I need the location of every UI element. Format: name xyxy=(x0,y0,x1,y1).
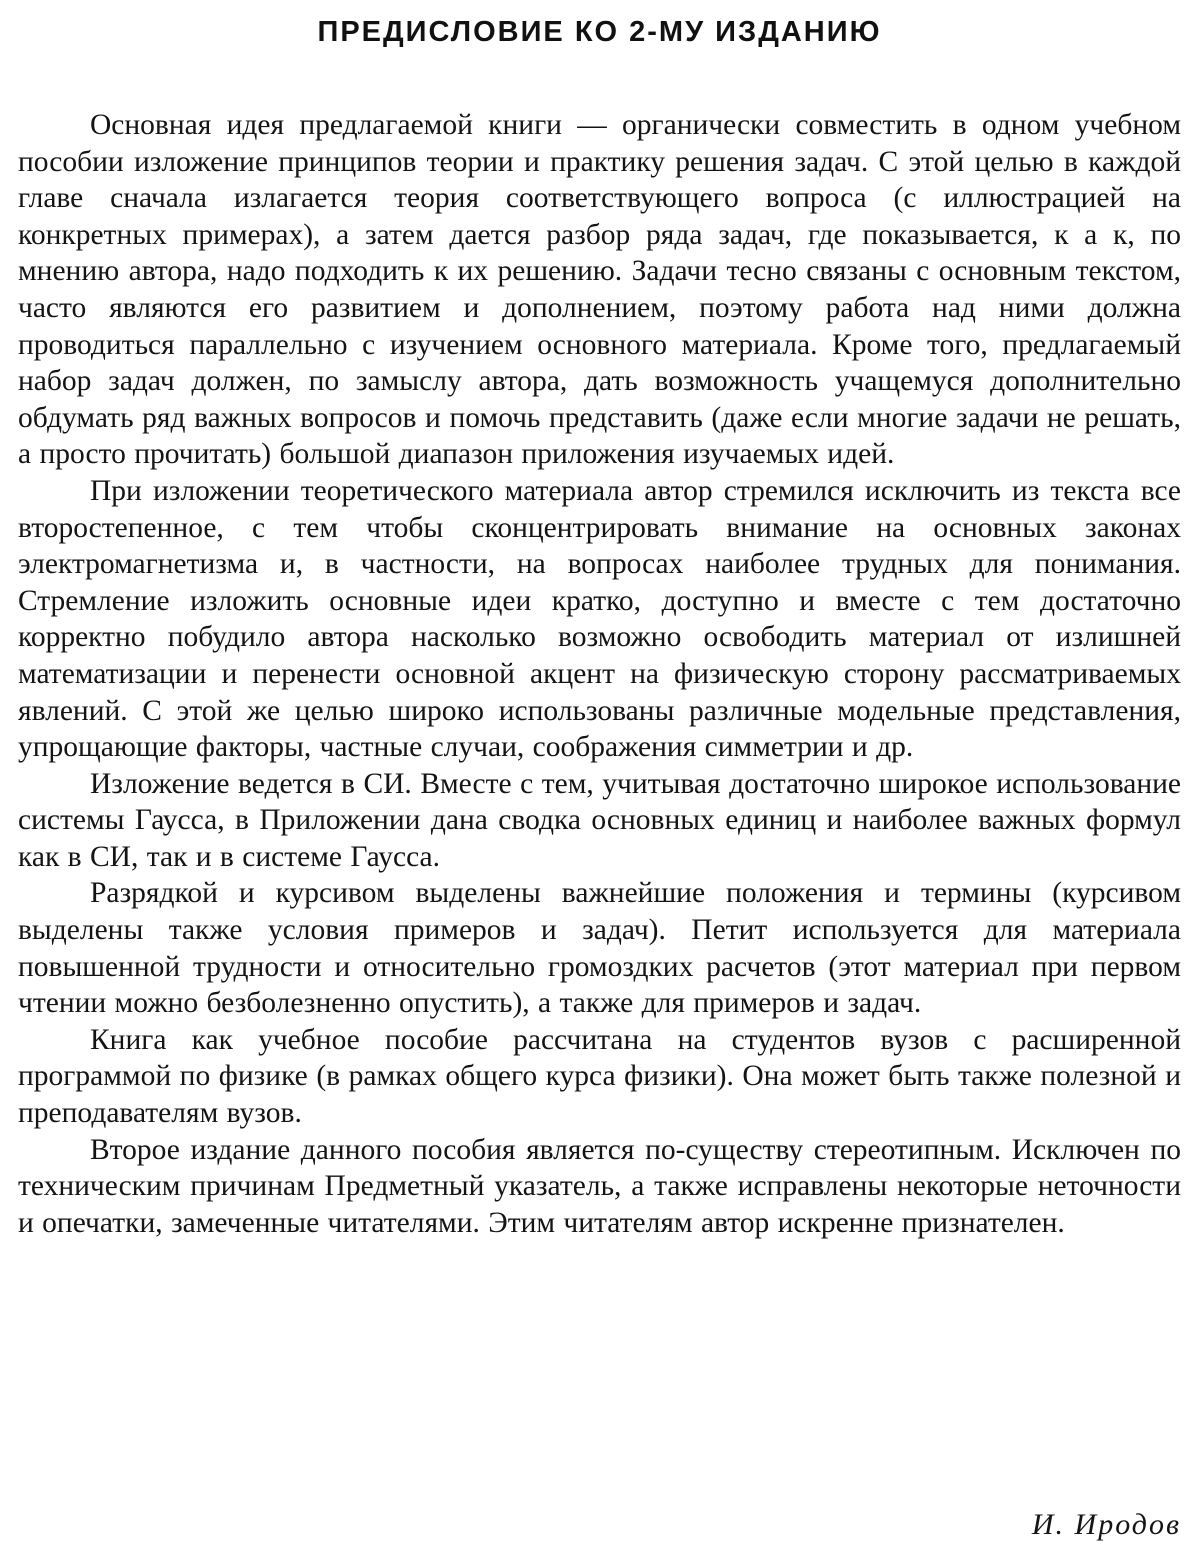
paragraph-3: Изложение ведется в СИ. Вместе с тем, учитывая достаточно широкое использование системы Гаусса, в Приложении дана сводка основных единиц и наиболее важных формул как в СИ, так и в системе Гаусса. xyxy=(18,767,1181,873)
paragraph-1: Основная идея предлагаемой книги — органически совместить в одном учебном пособии изложение принципов теории и практику решения задач. С этой целью в каждой главе сначала излагается теория соответствующего вопроса (с иллюстрацией на конкретных примерах), а затем дается разбор ряда задач, где показывается, к а к, по мнению автора, надо подходить к их решению. Задачи тесно связаны с основным текстом, часто являются его развитием и дополнением, поэтому работа над ними должна проводиться параллельно с изучением основного материала. Кроме того, предлагаемый набор задач должен, по замыслу автора, дать возможность учащемуся дополнительно обдумать ряд важных вопросов и помочь представить (даже если многие задачи не решать, а просто прочитать) большой диапазон приложения изучаемых идей. xyxy=(18,109,1181,471)
paragraph-2: При изложении теоретического материала автор стремился исключить из текста все второстепенное, с тем чтобы сконцентрировать внимание на основных законах электромагнетизма и, в частности, на вопросах наиболее трудных для понимания. Стремление изложить основные идеи кратко, доступно и вместе с тем достаточно корректно побудило автора насколько возможно освободить материал от излишней математизации и перенести основной акцент на физическую сторону рассматриваемых явлений. С этой же целью широко использованы различные модельные представления, упрощающие факторы, частные случаи, соображения симметрии и др. xyxy=(18,474,1181,764)
paragraph-6: Второе издание данного пособия является по-существу стереотипным. Исключен по техническим причинам Предметный указатель, а также исправлены некоторые неточности и опечатки, замеченные читателями. Этим читателям автор искренне признателен. xyxy=(18,1133,1181,1239)
paragraph-4: Разрядкой и курсивом выделены важнейшие положения и термины (курсивом выделены также условия примеров и задач). Петит используется для материала повышенной трудности и относительно громоздких расчетов (этот материал при первом чтении можно безболезненно опустить), а также для примеров и задач. xyxy=(18,877,1181,1020)
author-signature: И. Иродов xyxy=(1031,1508,1181,1541)
preface-body xyxy=(18,107,1181,1241)
page-title: ПРЕДИСЛОВИЕ КО 2-МУ ИЗДАНИЮ xyxy=(317,16,882,48)
paragraph-5: Книга как учебное пособие рассчитана на студентов вузов с расширенной программой по физике (в рамках общего курса физики). Она может быть также полезной и преподавателям вузов. xyxy=(18,1023,1181,1130)
document-page xyxy=(18,0,1181,1561)
